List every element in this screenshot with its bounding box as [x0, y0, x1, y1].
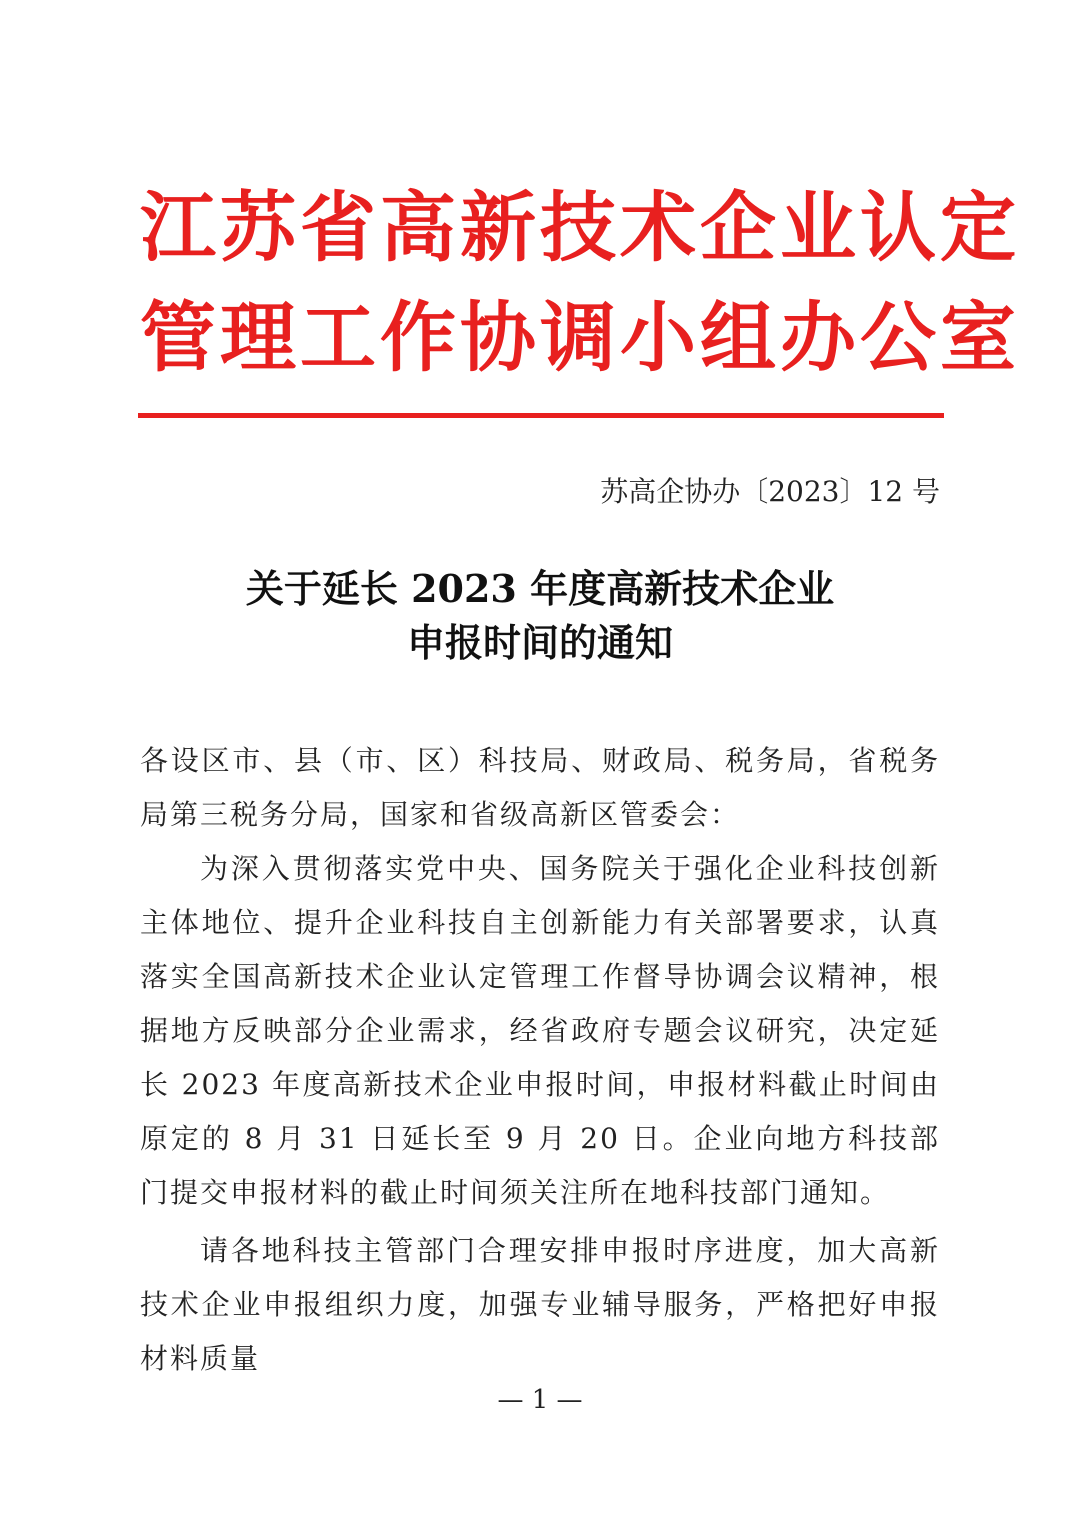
- notice-title-line2: 申报时间的通知: [406, 620, 673, 665]
- red-divider-line: [138, 413, 944, 418]
- issuing-office-title-line1: 江苏省高新技术企业认定: [140, 183, 1020, 272]
- body-paragraph-2: 请各地科技主管部门合理安排申报时序进度，加大高新技术企业申报组织力度，加强专业辅导服务，严格把好申报材料质量: [140, 1234, 940, 1375]
- page-number: — 1 —: [497, 1385, 583, 1415]
- document-number: 苏高企协办〔2023〕12 号: [600, 475, 940, 508]
- notice-title-line1: 关于延长 2023 年度高新技术企业: [245, 566, 835, 611]
- addressee-paragraph: 各设区市、县（市、区）科技局、财政局、税务局，省税务局第三税务分局，国家和省级高新区管委会：: [140, 744, 940, 831]
- issuing-office-title-line2: 管理工作协调小组办公室: [140, 293, 1020, 382]
- body-paragraph-1: 为深入贯彻落实党中央、国务院关于强化企业科技创新主体地位、提升企业科技自主创新能力有关部署要求，认真落实全国高新技术企业认定管理工作督导协调会议精神，根据地方反映部分企业需求，经省政府专题会议研究，决定延长 2023 年度高新技术企业申报时间，申报材料截止时间由原定的 8 月 31 日延长至 9 月 20 日。企业向地方科技部门提交申报材料的截止时间须关注所在地科技部门通知。: [140, 852, 940, 1209]
- notice-body: [140, 734, 940, 1386]
